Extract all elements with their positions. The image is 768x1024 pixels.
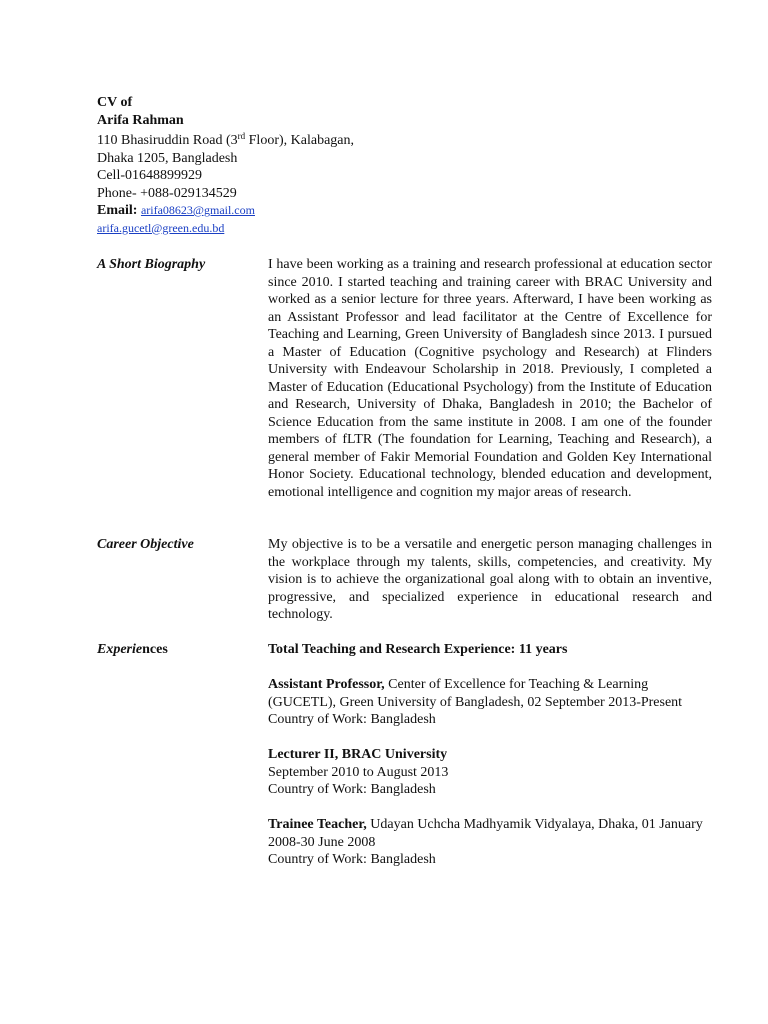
experience-country: Country of Work: Bangladesh	[268, 712, 436, 727]
email-row-secondary	[97, 220, 497, 238]
experience-title: Trainee Teacher,	[268, 817, 367, 832]
experience-title-row	[268, 676, 712, 711]
career-objective-text: My objective is to be a versatile and energetic person managing challenges in the workplace through my talents, skills, competencies, and creativity. My vision is to achieve the organizational goal along with to obtain an inventive, progressive, and specialized experience in educational research and technology.	[268, 537, 712, 622]
phone-number: Phone- +088-029134529	[97, 185, 237, 201]
experience-title: Assistant Professor,	[268, 677, 385, 692]
email-row	[97, 202, 497, 220]
experience-country: Country of Work: Bangladesh	[268, 852, 436, 867]
experience-title-row	[268, 816, 712, 851]
experiences-body	[268, 641, 712, 869]
experience-detail: Udayan Uchcha Madhyamik Vidyalaya, Dhaka, 01 January 2008-30 June 2008	[268, 817, 703, 850]
person-name: Arifa Rahman	[97, 112, 184, 128]
total-experience: Total Teaching and Research Experience: 11 years	[268, 642, 568, 657]
biography-text: I have been working as a training and research professional at education sector since 2010. I started teaching and training career with BRAC University and worked as a senior lecture for three years. Afterward, I have been working as an Assistant Professor and lead facilitator at the Centre of Excellence for Teaching and Learning, Green University of Bangladesh since 2013. I pursued a Master of Education (Cognitive psychology and Research) at Flinders University with Endeavour Scholarship in 2018. Previously, I completed a Master of Education (Educational Psychology) from the Institute of Education and Research, University of Dhaka, Bangladesh in 2010; the Bachelor of Science Education from the same institute in 2008. I am one of the founder members of fLTR (The foundation for Learning, Teaching and Research), a general member of Fakir Memorial Foundation and Golden Key International Honor Society. Educational technology, blended education and development, emotional intelligence and cognition my major areas of research.	[268, 257, 712, 500]
email-link-primary[interactable]: arifa08623@gmail.com	[140, 203, 255, 217]
cv-of-label: CV of	[97, 95, 133, 110]
address-line-1	[97, 132, 497, 150]
experiences-label-plain: nces	[142, 642, 168, 657]
career-objective-label: Career Objective	[97, 537, 194, 552]
cell-number: Cell-01648899929	[97, 168, 202, 183]
address-line-2: Dhaka 1205, Bangladesh	[97, 150, 238, 166]
biography-label: A Short Biography	[97, 257, 206, 272]
experience-detail: September 2010 to August 2013	[268, 764, 449, 780]
experience-item	[268, 746, 712, 799]
cv-header	[97, 94, 497, 237]
experience-detail: Center of Excellence for Teaching & Learning (GUCETL), Green University of Bangladesh, 02 September 2013-Present	[268, 677, 683, 710]
experiences-label-italic: Experie	[97, 642, 143, 657]
address-line-1-rest: Floor), Kalabagan,	[245, 133, 354, 148]
experience-country: Country of Work: Bangladesh	[268, 782, 436, 797]
email-label: Email:	[97, 203, 138, 218]
experience-item	[268, 676, 712, 729]
address-superscript: rd	[237, 131, 246, 141]
experiences-label	[97, 641, 262, 659]
email-link-secondary[interactable]: arifa.gucetl@green.edu.bd	[97, 220, 225, 235]
address-line-1-text: 110 Bhasiruddin Road (3	[97, 133, 238, 148]
experience-item	[268, 816, 712, 869]
experience-title: Lecturer II, BRAC University	[268, 747, 448, 762]
